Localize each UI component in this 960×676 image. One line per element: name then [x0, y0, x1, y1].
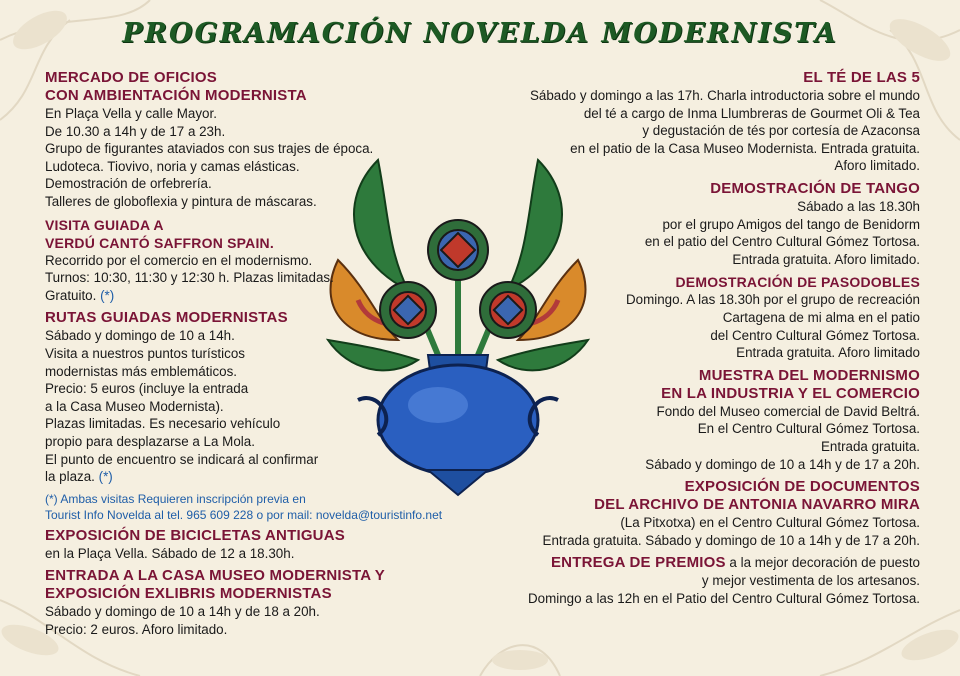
event-heading: EXPOSICIÓN DE DOCUMENTOS	[684, 478, 920, 496]
event-line: Sábado a las 18.30h	[797, 198, 920, 214]
event-visita-guiada	[45, 216, 465, 305]
event-line: Domingo. A las 18.30h por el grupo de recreación	[625, 292, 920, 308]
event-line: por el grupo Amigos del tango de Benidorm	[662, 216, 920, 232]
event-line: en el patio del Centro Cultural Gómez Tortosa.	[644, 234, 920, 250]
event-mercado-oficios	[45, 69, 465, 211]
event-line	[45, 287, 465, 305]
footnote-mark: (*)	[98, 469, 113, 485]
event-heading: DEMOSTRACIÓN DE PASODOBLES	[675, 274, 920, 291]
event-line: en la Plaça Vella. Sábado de 12 a 18.30h.	[45, 545, 295, 561]
event-line: De 10.30 a 14h y de 17 a 23h.	[45, 123, 226, 139]
event-line: Turnos: 10:30, 11:30 y 12:30 h. Plazas limitadas.	[45, 270, 334, 286]
event-line: Precio: 5 euros (incluye la entrada	[45, 381, 249, 397]
footnote	[45, 491, 465, 523]
event-line: propio para desplazarse a La Mola.	[45, 433, 255, 449]
event-line-text: a la mejor decoración de puesto	[725, 555, 920, 571]
event-pasodobles	[460, 273, 920, 361]
event-line: En el Centro Cultural Gómez Tortosa.	[697, 421, 920, 437]
event-heading: ENTRADA A LA CASA MUSEO MODERNISTA Y	[45, 567, 385, 585]
footnote-line: (*) Ambas visitas Requieren inscripción previa en	[45, 491, 306, 506]
event-heading: DEMOSTRACIÓN DE TANGO	[710, 179, 920, 197]
event-rutas-guiadas	[45, 309, 465, 485]
event-line: Visita a nuestros puntos turísticos	[45, 345, 245, 361]
event-entrega-premios	[460, 554, 920, 607]
event-tango	[460, 180, 920, 268]
event-line: en el patio de la Casa Museo Modernista. Entrada gratuita.	[570, 140, 920, 156]
event-heading: EN LA INDUSTRIA Y EL COMERCIO	[661, 384, 920, 402]
event-heading: RUTAS GUIADAS MODERNISTAS	[45, 309, 288, 327]
event-line: El punto de encuentro se indicará al confirmar	[45, 451, 319, 467]
event-line: Entrada gratuita. Aforo limitado	[736, 345, 920, 361]
event-line: Sábado y domingo de 10 a 14h.	[45, 328, 235, 344]
event-line: Fondo del Museo comercial de David Beltrá.	[656, 403, 920, 419]
event-bicicletas	[45, 527, 465, 563]
event-line: Domingo a las 12h en el Patio del Centro Cultural Gómez Tortosa.	[527, 590, 920, 606]
event-line: Sábado y domingo a las 17h. Charla introductoria sobre el mundo	[529, 88, 920, 103]
event-line: Entrada gratuita. Sábado y domingo de 10 a 14h y de 17 a 20h.	[542, 532, 920, 548]
event-heading: VERDÚ CANTÓ SAFFRON SPAIN.	[45, 234, 274, 251]
event-line: Precio: 2 euros. Aforo limitado.	[45, 621, 228, 637]
event-casa-museo	[45, 567, 465, 638]
event-heading: MERCADO DE OFICIOS	[45, 69, 217, 86]
event-line: Sábado y domingo de 10 a 14h y de 17 a 20h.	[645, 456, 920, 472]
event-line: del Centro Cultural Gómez Tortosa.	[710, 327, 920, 343]
event-line: Sábado y domingo de 10 a 14h y de 18 a 20h.	[45, 604, 320, 620]
page-title: PROGRAMACIÓN NOVELDA MODERNISTA	[122, 18, 838, 49]
event-te-de-las-5	[460, 69, 920, 175]
event-line-text: la plaza.	[45, 469, 95, 485]
event-line	[460, 554, 920, 572]
event-line: Grupo de figurantes ataviados con sus trajes de época.	[45, 141, 374, 157]
footnote-mark: (*)	[100, 287, 115, 303]
event-muestra-modernismo	[460, 367, 920, 473]
event-heading: CON AMBIENTACIÓN MODERNISTA	[45, 87, 307, 104]
event-line: y degustación de tés por cortesía de Azaconsa	[642, 123, 920, 139]
event-heading: MUESTRA DEL MODERNISMO	[698, 366, 920, 384]
event-line: Entrada gratuita. Aforo limitado.	[732, 251, 920, 267]
event-heading: EXPOSICIÓN EXLIBRIS MODERNISTAS	[45, 585, 332, 603]
event-line: Entrada gratuita.	[820, 438, 920, 454]
event-archivo-documentos	[460, 478, 920, 549]
event-line: En Plaça Vella y calle Mayor.	[45, 106, 217, 121]
event-heading: EL TÉ DE LAS 5	[803, 69, 920, 86]
event-line: modernistas más emblemáticos.	[45, 363, 237, 379]
event-line: Ludoteca. Tiovivo, noria y camas elásticas.	[45, 158, 300, 174]
event-heading: ENTREGA DE PREMIOS	[550, 554, 726, 572]
event-line: y mejor vestimenta de los artesanos.	[701, 573, 920, 589]
event-line: (La Pitxotxa) en el Centro Cultural Gómez Tortosa.	[620, 515, 920, 531]
event-line: Demostración de orfebrería.	[45, 176, 212, 192]
event-line: Plazas limitadas. Es necesario vehículo	[45, 416, 281, 432]
event-heading: VISITA GUIADA A	[45, 216, 164, 233]
event-line: Talleres de globoflexia y pintura de máscaras.	[45, 193, 317, 209]
event-line-text: Gratuito.	[45, 287, 97, 303]
event-line: Aforo limitado.	[834, 158, 920, 174]
footnote-line: Tourist Info Novelda al tel. 965 609 228 o por mail: novelda@touristinfo.net	[45, 507, 443, 522]
event-line	[45, 468, 465, 486]
event-heading: DEL ARCHIVO DE ANTONIA NAVARRO MIRA	[594, 496, 920, 514]
event-line: del té a cargo de Inma Llumbreras de Gourmet Oli & Tea	[583, 105, 920, 121]
event-heading: EXPOSICIÓN DE BICICLETAS ANTIGUAS	[45, 526, 345, 544]
event-line: a la Casa Museo Modernista).	[45, 398, 224, 414]
right-column	[460, 69, 920, 612]
event-line: Cartagena de mi alma en el patio	[722, 309, 920, 325]
event-line: Recorrido por el comercio en el modernismo.	[45, 252, 313, 268]
left-column	[45, 69, 465, 643]
